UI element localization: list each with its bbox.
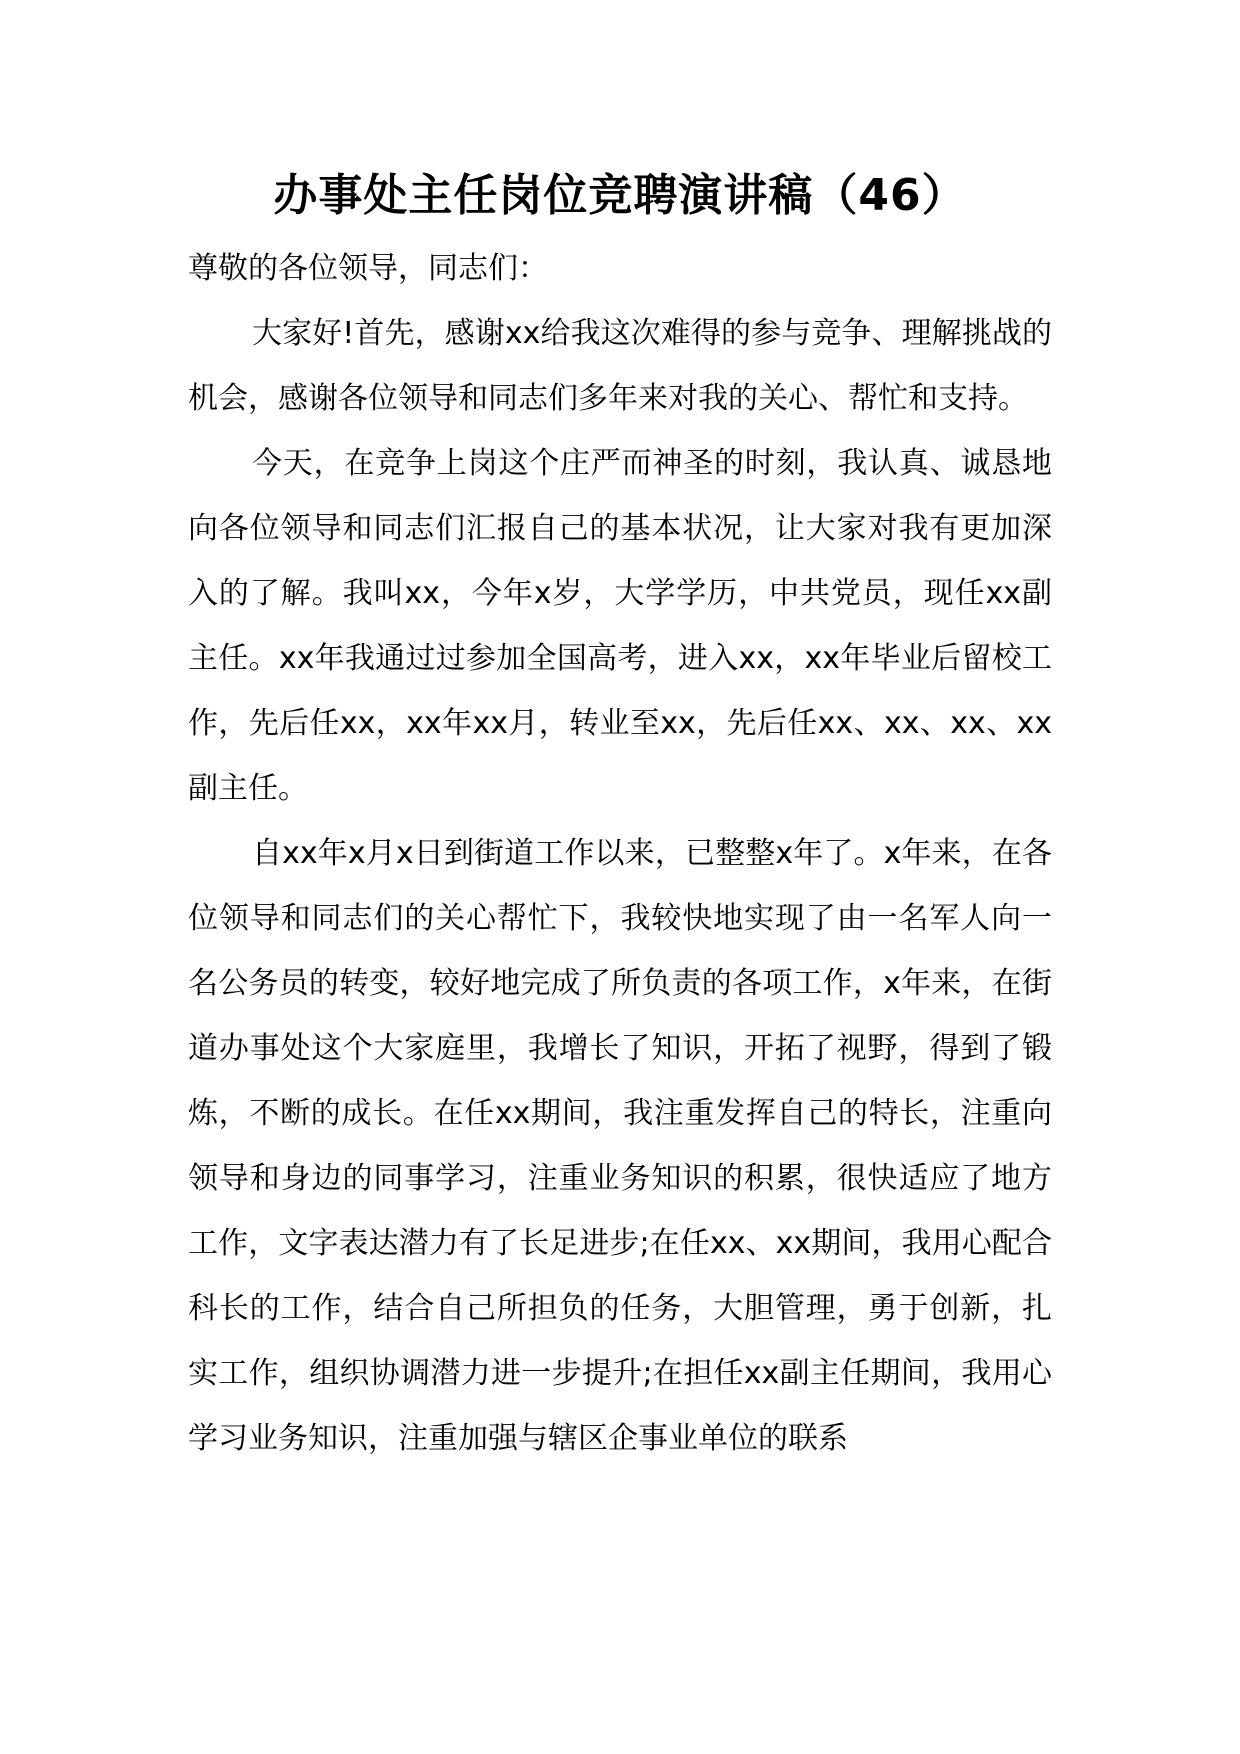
salutation: 尊敬的各位领导，同志们： [188, 251, 548, 286]
document-body [188, 236, 1052, 1471]
paragraph-2: 今天，在竞争上岗这个庄严而神圣的时刻，我认真、诚恳地向各位领导和同志们汇报自己的基本状况，让大家对我有更加深入的了解。我叫xx，今年x岁，大学学历，中共党员，现任xx副主任。xx年我通过过参加全国高考，进入xx，xx年毕业后留校工作，先后任xx，xx年xx月，转业至xx，先后任xx、xx、xx、xx副主任。 [188, 446, 1052, 806]
paragraph-1: 大家好!首先，感谢xx给我这次难得的参与竞争、理解挑战的机会，感谢各位领导和同志们多年来对我的关心、帮忙和支持。 [188, 316, 1052, 416]
document-title: 办事处主任岗位竞聘演讲稿（46） [273, 170, 967, 221]
paragraph-3: 自xx年x月x日到街道工作以来，已整整x年了。x年来，在各位领导和同志们的关心帮忙下，我较快地实现了由一名军人向一名公务员的转变，较好地完成了所负责的各项工作，x年来，在街道办事处这个大家庭里，我增长了知识，开拓了视野，得到了锻炼，不断的成长。在任xx期间，我注重发挥自己的特长，注重向领导和身边的同事学习，注重业务知识的积累，很快适应了地方工作，文字表达潜力有了长足进步;在任xx、xx期间，我用心配合科长的工作，结合自己所担负的任务，大胆管理，勇于创新，扎实工作，组织协调潜力进一步提升;在担任xx副主任期间，我用心学习业务知识，注重加强与辖区企事业单位的联系 [188, 836, 1052, 1456]
